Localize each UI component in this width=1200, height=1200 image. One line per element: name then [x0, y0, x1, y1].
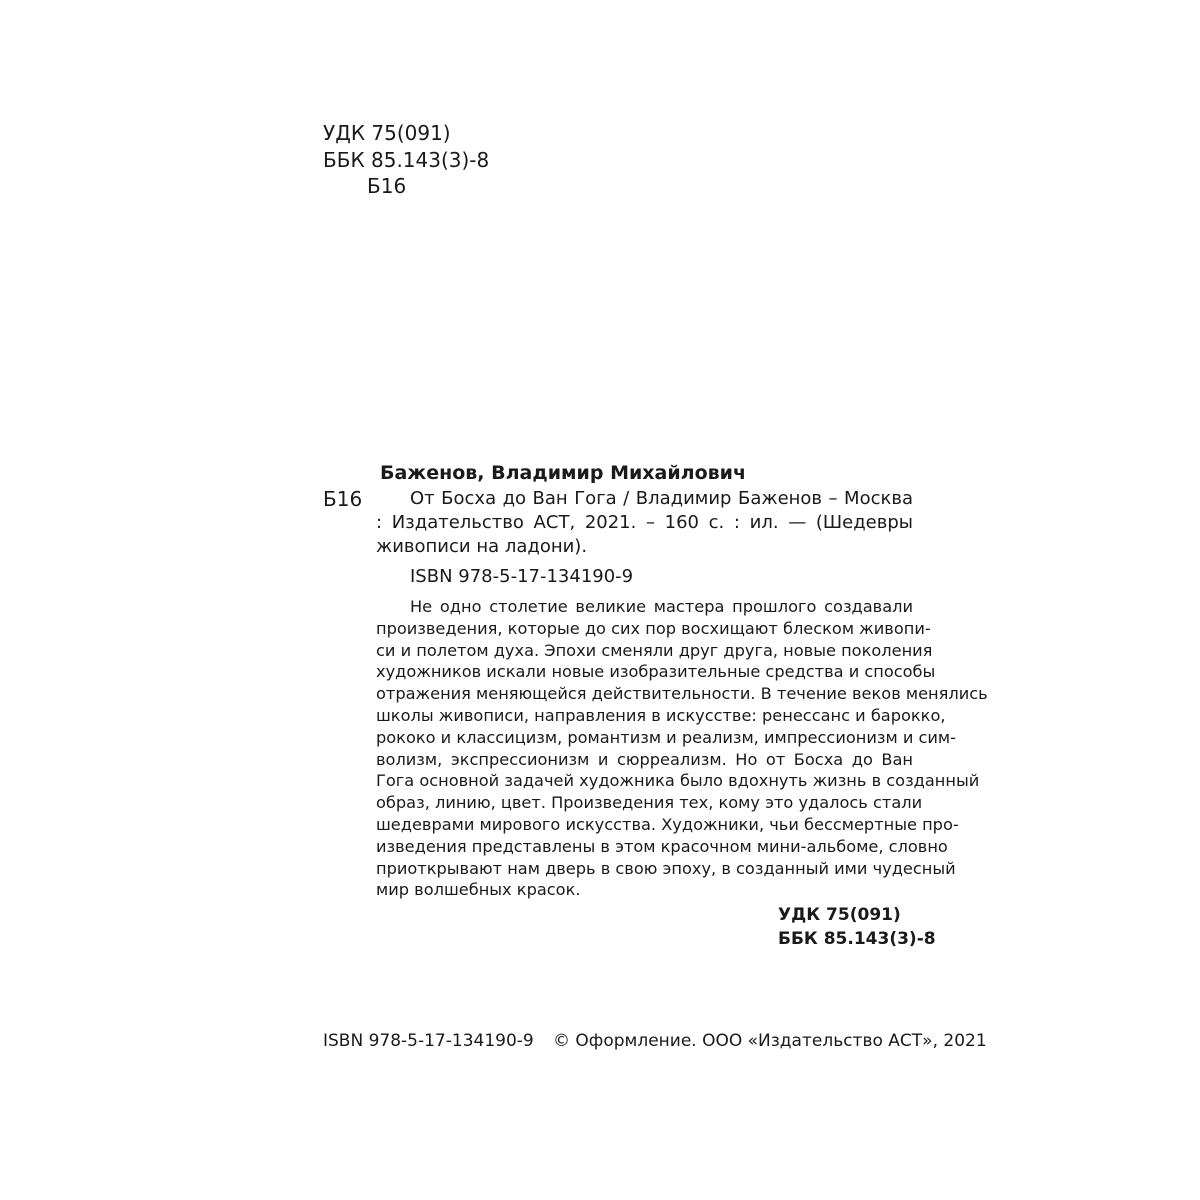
- annotation-line: мир волшебных красок.: [376, 880, 581, 900]
- footer-isbn: ISBN 978-5-17-134190-9: [323, 1031, 534, 1051]
- annotation-line: художников искали новые изобразительные средства и способы: [376, 662, 936, 682]
- annotation-line: волизм, экспрессионизм и сюрреализм. Но от Босха до Ван: [376, 749, 913, 769]
- udk-code: УДК 75(091): [323, 121, 451, 145]
- annotation-line: Не одно столетие великие мастера прошлого создавали: [410, 597, 913, 616]
- bbk-code: ББК 85.143(3)-8: [323, 148, 490, 172]
- copyright-notice: © Оформление. ООО «Издательство АСТ», 2021: [553, 1031, 987, 1051]
- author-mark-margin: Б16: [323, 487, 363, 511]
- annotation-line: образ, линию, цвет. Произведения тех, кому это удалось стали: [376, 793, 923, 813]
- classification-codes-bottom: [778, 903, 936, 951]
- isbn: ISBN 978-5-17-134190-9: [410, 566, 634, 587]
- annotation-line: изведения представлены в этом красочном мини-альбоме, словно: [376, 836, 948, 856]
- annotation-line: шедеврами мирового искусства. Художники, чьи бессмертные про-: [376, 814, 959, 834]
- author-heading: Баженов, Владимир Михайлович: [380, 462, 747, 484]
- annotation-line: рококо и классицизм, романтизм и реализм, импрессионизм и сим-: [376, 727, 956, 747]
- udk-code: УДК 75(091): [778, 905, 901, 925]
- author-mark: Б16: [367, 174, 407, 198]
- bibliographic-description: От Босха до Ван Гога / Владимир Баженов – Москва : Издательство АСТ, 2021. – 160 с. : ил. — (Шедевры живописи на ладони).: [376, 488, 913, 557]
- bbk-code: ББК 85.143(3)-8: [778, 929, 936, 949]
- annotation-line: произведения, которые до сих пор восхищают блеском живопи-: [376, 618, 931, 638]
- annotation-line: приоткрывают нам дверь в свою эпоху, в созданный ими чудесный: [376, 858, 956, 878]
- annotation: [376, 596, 988, 901]
- annotation-line: школы живописи, направления в искусстве: ренессанс и барокко,: [376, 705, 946, 725]
- annotation-line: си и полетом духа. Эпохи сменяли друг друга, новые поколения: [376, 640, 933, 660]
- annotation-line: Гога основной задачей художника было вдохнуть жизнь в созданный: [376, 771, 980, 791]
- annotation-line: отражения меняющейся действительности. В течение веков менялись: [376, 684, 988, 704]
